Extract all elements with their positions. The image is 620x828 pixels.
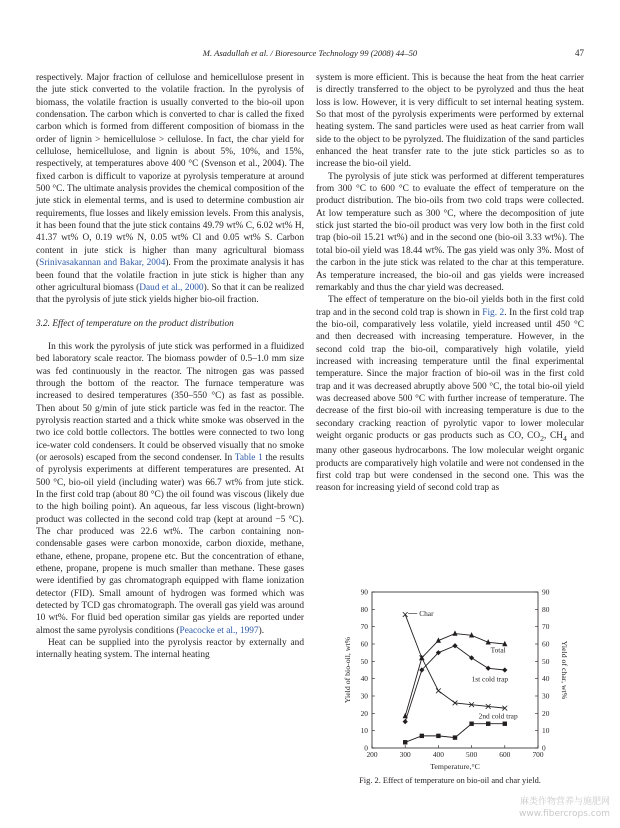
y2-tick-label: 0	[542, 743, 546, 753]
series-line	[405, 615, 505, 709]
figure-link[interactable]: Fig. 2	[482, 307, 505, 318]
series-label: 1st cold trap	[471, 674, 509, 684]
subscript: 2	[540, 433, 544, 443]
watermark-line: www.fibercrops.com	[519, 809, 610, 819]
table-link[interactable]: Table 1	[234, 452, 263, 463]
text-run: the results of pyrolysis experiments at different temperatures are presented. At 500 °C, bio-oil yield (including water) was 66.7 wt% from jute stick. In the first cold trap (about 80 °C) the oil found was viscous (likely due to the high boiling point). An aqueous, far less viscous (light-brown) product was collected in the second cold trap (kept at around −5 °C). The char produced was 22.6 wt%. The carbon containing non-condensable gases were carbon monoxide, carbon dioxide, methane, ethane, ethene, propane, propene etc. But the concentration of ethane, ethene, propane, propene is much smaller than methane. These gases were identified by gas chromatograph equipped with flame ionization detector (FID). Small amount of hydrogen was formed which was detected by TCD gas chromatograph. The overall gas yield was around 10 wt%. For fluid bed operation similar gas yields are reported under almost the same pyrolysis conditions (	[36, 452, 305, 636]
y2-tick-label: 40	[542, 674, 550, 684]
section-heading: 3.2. Effect of temperature on the product distribution	[36, 318, 234, 329]
citation-link[interactable]: Srinivasakannan and Bakar, 2004	[39, 258, 166, 269]
watermark-line: 麻类作物营养与施肥网	[519, 797, 610, 807]
text-run: ). So that it can be realized that the pyrolysis of jute stick yields higher bio-oil fraction.	[36, 282, 304, 306]
citation-link[interactable]: Daud et al., 2000	[139, 282, 204, 293]
text-run: The effect of temperature on the bio-oil yields both in the first cold trap and in the second cold trap is shown in	[316, 295, 584, 318]
y2-tick-label: 20	[542, 708, 550, 718]
data-point	[403, 740, 407, 744]
data-point	[503, 722, 507, 726]
y-tick-label: 30	[360, 691, 368, 701]
text-run: ). From the proximate analysis it has been found that the volatile fraction in jute stick is higher than any other agricultural biomass (	[36, 258, 304, 293]
text-run: , CH	[543, 430, 563, 441]
series-label: Char	[419, 609, 434, 619]
data-point	[403, 719, 408, 724]
series-line	[405, 646, 505, 722]
page-number: 47	[575, 48, 584, 58]
left-column	[36, 72, 304, 662]
text-run: ).	[258, 625, 265, 636]
y-tick-label: 80	[360, 604, 368, 614]
x-tick-label: 200	[366, 750, 378, 759]
text-run: In this work the pyrolysis of jute stick was performed in a fluidized bed laboratory scale reactor. The biomass powder of 0.5–1.0 mm size was fed continuously in the reactor. The nitrogen gas was passed through the bottom of the reactor. The furnace temperature was increased to desired temperatures (350–550 °C) as fast as possible. Then about 50 g/min of jute stick particle was fed in the reactor. The pyrolysis reaction started and a thick white smoke was observed in the two ice cold bottle collectors. The bottles were connected to two long ice-water cold condensers. It could be observed visually that no smoke (or aerosols) escaped from the second condenser. In	[36, 341, 304, 463]
text-run: respectively. Major fraction of cellulose and hemicellulose present in the jute stick converted to the volatile fraction. In the pyrolysis of biomass, the volatile fraction is usually converted to the bio-oil upon condensation. The carbon which is converted to char is called the fixed carbon which is formed from different composition of biomass in the order of lignin > hemicellulose > cellulose. In fact, the char yield for cellulose, hemicellulose, and lignin is about 5%, 10%, and 15%, respectively, at temperatures above 400 °C (Svenson et al., 2004). The fixed carbon is difficult to vaporize at pyrolysis temperature at around 500 °C. The ultimate analysis provides the chemical composition of the jute stick in elemental terms, and is used to determine combustion air requirements, flue losses and likely emission levels. From this analysis, it has been found that the jute stick contains 49.79 wt% C, 6.02 wt% H, 41.37 wt% O, 0.19 wt% N, 0.05 wt% Cl and 0.05 wt% S. Carbon content in jute stick is higher than many agricultural biomass (	[36, 73, 304, 269]
paragraph	[36, 341, 304, 637]
y-tick-label: 40	[360, 674, 368, 684]
data-point	[486, 666, 491, 671]
paragraph: system is more efficient. This is because the heat from the heat carrier is directly transferred to the object to be pyrolyzed and thus the heat loss is low. However, it is very difficult to set internal heating system. So that most of the pyrolysis experiments were performed by external heating system. The sand particles were used as heat carrier from wall side to the object to be pyrolyzed. The fluidization of the sand particles enhanced the heat transfer rate to the jute stick particles so as to increase the bio-oil yield.	[316, 73, 584, 170]
y-tick-label: 20	[360, 708, 368, 718]
right-column	[316, 72, 584, 495]
y-tick-label: 0	[364, 743, 368, 753]
data-point	[452, 630, 457, 635]
data-point	[486, 722, 490, 726]
y-axis-label: Yield of bio-oil, wt%	[343, 636, 352, 704]
plot-frame	[372, 592, 538, 748]
paragraph	[316, 294, 584, 494]
y-tick-label: 50	[360, 656, 368, 666]
chart-svg	[316, 580, 584, 780]
data-point	[420, 734, 424, 738]
text-run: and many other gaseous hydrocarbons. The low molecular weight organic products are comparatively high volatile and were not condensed in the first cold trap but were condensed in the second one. This was the reason for increasing yield of second cold trap as	[316, 430, 585, 494]
y-tick-label: 90	[360, 587, 368, 597]
watermark	[519, 796, 610, 820]
x-tick-label: 700	[532, 750, 544, 759]
data-point	[502, 667, 507, 672]
paragraph: Heat can be supplied into the pyrolysis reactor by externally and internally heating system. The internal heating	[36, 638, 304, 661]
y-tick-label: 10	[360, 726, 368, 736]
y2-tick-label: 60	[542, 639, 550, 649]
text-run: . In the first cold trap the bio-oil, comparatively less volatile, yield increased until 450 °C and then decreased with increasing temperature. However, in the second cold trap the bio-oil, comparatively high volatile, yield increased with increasing temperature until the final experimental temperature. Since the major fraction of bio-oil was in the first cold trap and it was decreased abruptly above 500 °C, the total bio-oil yield was decreased above 500 °C with further increase of temperature. The decrease of the first bio-oil with increasing temperature is due to the secondary cracking reaction of pyrolytic vapor to lower molecular weight organic products or gas products such as CO, CO	[316, 307, 584, 441]
y2-tick-label: 70	[542, 622, 550, 632]
subscript: 4	[562, 433, 567, 443]
data-point	[453, 735, 457, 739]
y2-tick-label: 80	[542, 604, 550, 614]
y2-tick-label: 90	[542, 587, 550, 597]
data-point	[436, 734, 440, 738]
paragraph: The pyrolysis of jute stick was performed at different temperatures from 300 °C to 600 °C to evaluate the effect of temperature on the product distribution. The bio-oils from two cold traps were collected. At low temperature such as 300 °C, where the decomposition of jute stick just started the bio-oil product was very low both in the first cold trap (bio-oil 15.21 wt%) and in the second one (bio-oil 3.33 wt%). The total bio-oil yield was 18.44 wt%. The gas yield was only 3%. Most of the carbon in the jute stick was related to the char at this temperature. As temperature increased, the bio-oil and gas yields were increased remarkably and thus the char yield was decreased.	[316, 171, 584, 293]
y-tick-label: 70	[360, 622, 368, 632]
y2-tick-label: 10	[542, 726, 550, 736]
series-label: 2nd cold trap	[478, 711, 518, 721]
citation-link[interactable]: Peacocke et al., 1997	[179, 625, 259, 636]
paragraph	[36, 72, 304, 307]
running-head: M. Asadullah et al. / Bioresource Technology 99 (2008) 44–50	[202, 48, 418, 58]
y2-tick-label: 30	[542, 691, 550, 701]
x-tick-label: 400	[432, 750, 444, 759]
data-point	[469, 722, 473, 726]
y-tick-label: 60	[360, 639, 368, 649]
y2-axis-label: Yield of char, wt%	[560, 640, 569, 700]
figure-2	[316, 580, 584, 780]
x-axis-label: Temperature,°C	[430, 762, 480, 771]
page-header	[0, 46, 620, 60]
x-tick-label: 500	[466, 750, 478, 759]
series-label: Total	[490, 645, 506, 655]
figure-caption: Fig. 2. Effect of temperature on bio-oil and char yield.	[359, 776, 541, 785]
x-tick-label: 300	[399, 750, 411, 759]
y2-tick-label: 50	[542, 656, 550, 666]
x-tick-label: 600	[499, 750, 511, 759]
